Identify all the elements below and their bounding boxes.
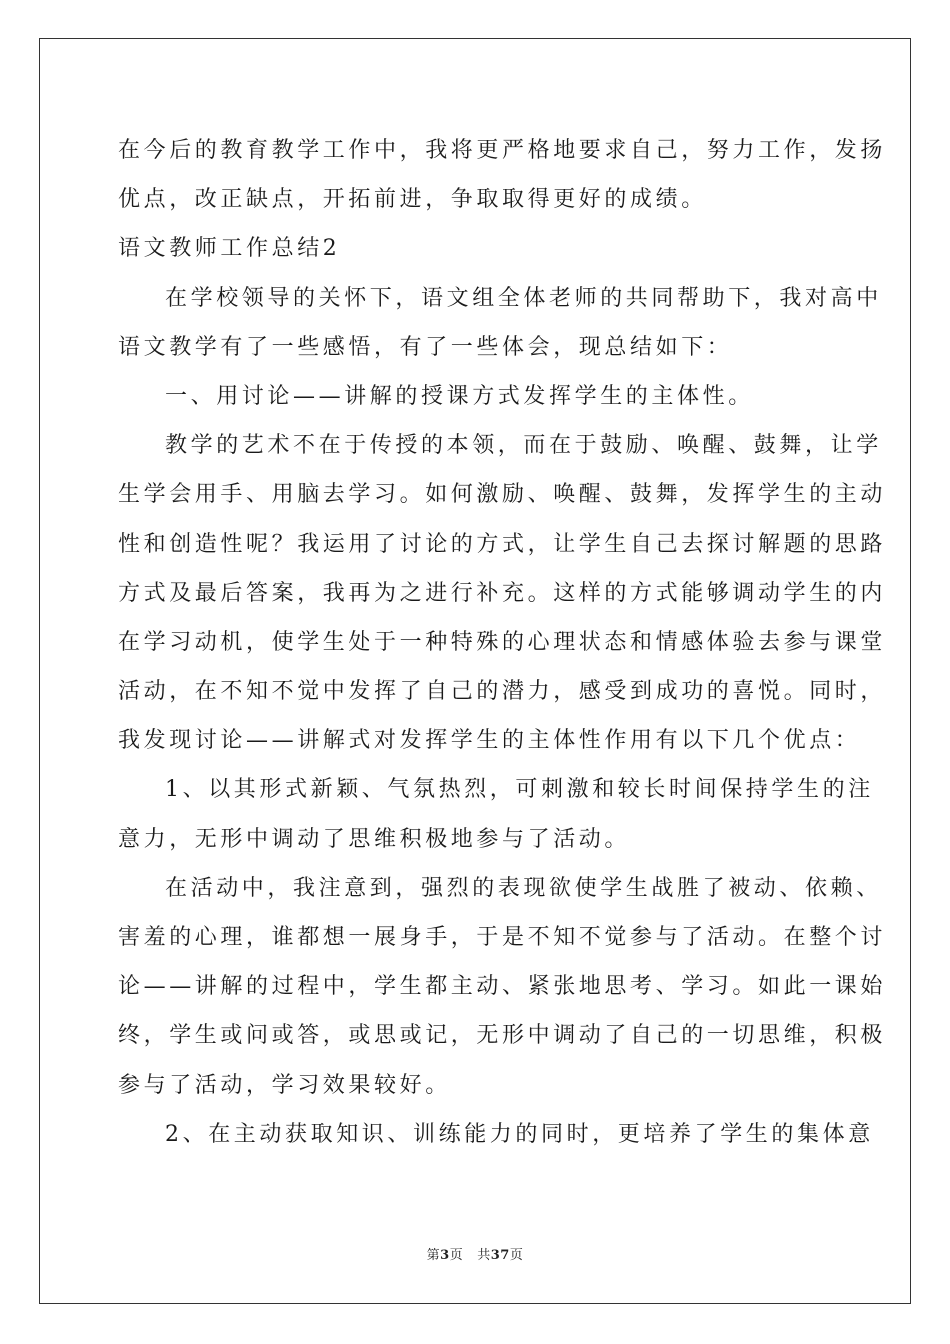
page-prefix: 第 (426, 1248, 441, 1263)
text-line: 意力，无形中调动了思维积极地参与了活动。 (118, 826, 631, 852)
text-line: 优点，改正缺点，开拓前进，争取取得更好的成绩。 (118, 187, 707, 213)
page-suffix: 页 (449, 1248, 464, 1263)
document-body (118, 126, 887, 1159)
list-item: 1、以其形式新颖、气氛热烈，可刺激和较长时间保持学生的注 (165, 777, 874, 803)
subheading: 一、用讨论——讲解的授课方式发挥学生的主体性。 (165, 383, 754, 409)
text-line: 在活动中，我注意到，强烈的表现欲使学生战胜了被动、依赖、 (165, 875, 882, 901)
text-line: 活动，在不知不觉中发挥了自己的潜力，感受到成功的喜悦。同时， (118, 679, 887, 705)
page-number: 3 (440, 1248, 450, 1263)
total-suffix: 页 (509, 1248, 524, 1263)
text-line: 参与了活动，学习效果较好。 (118, 1072, 451, 1098)
text-line: 教学的艺术不在于传授的本领，而在于鼓励、唤醒、鼓舞，让学 (165, 433, 882, 459)
text-line: 在今后的教育教学工作中，我将更严格地要求自己，努力工作，发扬 (118, 138, 887, 163)
list-item: 2、在主动获取知识、训练能力的同时，更培养了学生的集体意 (165, 1121, 874, 1147)
text-line: 我发现讨论——讲解式对发挥学生的主体性作用有以下几个优点： (118, 728, 861, 754)
text-line: 生学会用手、用脑去学习。如何激励、唤醒、鼓舞，发挥学生的主动 (118, 482, 887, 508)
text-line: 论——讲解的过程中，学生都主动、紧张地思考、学习。如此一课始 (118, 974, 887, 1000)
text-line: 性和创造性呢？我运用了讨论的方式，让学生自己去探讨解题的思路 (118, 531, 887, 557)
text-line: 害羞的心理，谁都想一展身手，于是不知不觉参与了活动。在整个讨 (118, 925, 887, 950)
total-prefix: 共 (477, 1248, 491, 1263)
total-pages: 37 (490, 1248, 510, 1263)
page-footer (0, 1244, 950, 1263)
text-line: 在学习动机，使学生处于一种特殊的心理状态和情感体验去参与课堂 (118, 629, 887, 655)
text-line: 方式及最后答案，我再为之进行补充。这样的方式能够调动学生的内 (118, 580, 887, 606)
text-line: 在学校领导的关怀下，语文组全体老师的共同帮助下，我对高中 (165, 285, 882, 311)
text-line: 语文教学有了一些感悟，有了一些体会，现总结如下： (118, 334, 733, 360)
text-line: 终，学生或问或答，或思或记，无形中调动了自己的一切思维，积极 (118, 1023, 887, 1049)
section-heading: 语文教师工作总结2 (118, 236, 341, 262)
